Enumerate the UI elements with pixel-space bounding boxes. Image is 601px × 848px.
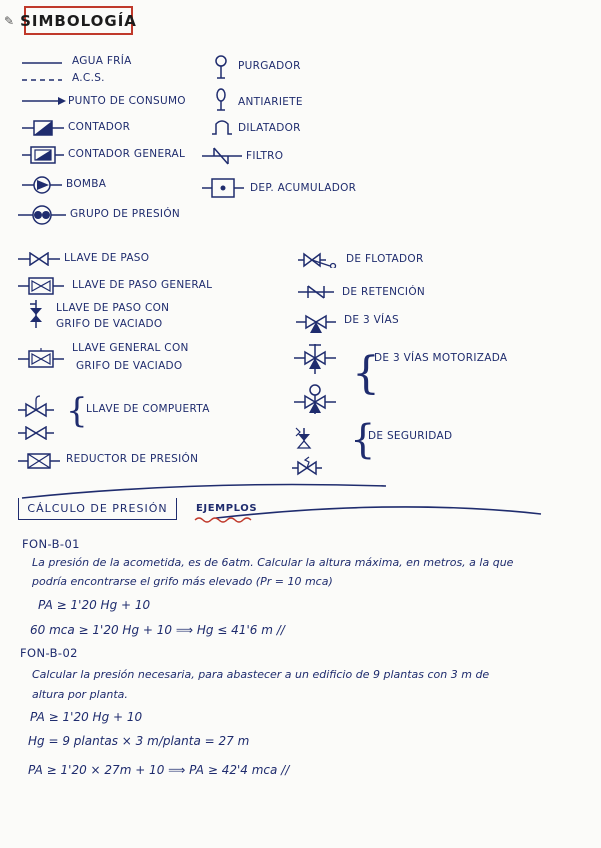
legend-label: LLAVE DE PASO [64,252,150,264]
pressure-group-icon [16,205,68,225]
accumulator-tank-icon [200,177,246,199]
legend-label: LLAVE DE PASO GENERAL [72,279,213,291]
brace: { [66,391,88,431]
legend-label: CONTADOR [68,121,131,133]
sluice-valve-alt-icon [16,426,56,440]
brace: { [350,417,376,463]
legend-label: DE 3 VÍAS [344,314,399,326]
legend-label: DILATADOR [238,122,301,134]
brace: { [352,348,380,399]
equation: PA ≥ 1'20 × 27m + 10 ⟹ PA ≥ 42'4 mca // [28,763,290,777]
legend-label: CONTADOR GENERAL [68,148,186,160]
purger-icon [214,54,228,80]
motorized-three-way-valve-icon [292,342,338,376]
sluice-valve-icon [16,394,56,418]
example-text: altura por planta. [32,688,128,701]
example-text: podría encontrarse el grifo más elevado (Pr = 10 mca) [32,575,333,588]
water-hammer-arrester-icon [214,88,228,112]
safety-valve-alt-icon [290,456,324,476]
pressure-reducer-icon [16,452,62,470]
pump-icon [20,176,64,194]
equation: Hg = 9 plantas × 3 m/planta = 27 m [28,734,250,748]
gate-valve-icon [16,252,62,266]
section-title: CÁLCULO DE PRESIÓN [18,498,177,520]
general-drain-valve-icon [16,348,66,370]
legend-label: DE 3 VÍAS MOTORIZADA [374,352,508,364]
example-text: Calcular la presión necesaria, para abastecer a un edificio de 9 plantas con 3 m de [32,668,490,681]
equation: 60 mca ≥ 1'20 Hg + 10 ⟹ Hg ≤ 41'6 m // [30,623,285,637]
drain-valve-icon [28,300,44,330]
legend-label-line1: LLAVE DE PASO CON [56,302,170,314]
legend-label-line2: GRIFO DE VACIADO [56,318,163,330]
three-way-valve-icon [294,312,338,334]
general-gate-valve-icon [16,276,66,296]
example-code: FON-B-01 [22,537,80,551]
examples-underline [194,516,256,524]
legend-label: BOMBA [66,178,107,190]
dashed-line-icon [20,77,64,83]
legend-label: DEP. ACUMULADOR [250,182,357,194]
arrow-line-icon [20,96,66,106]
legend-label: REDUCTOR DE PRESIÓN [66,453,199,465]
solid-line-icon [20,60,64,66]
example-code: FON-B-02 [20,646,78,660]
examples-label: EJEMPLOS [196,503,258,514]
legend-label: ANTIARIETE [238,96,303,108]
example-text: La presión de la acometida, es de 6atm. Calcular la altura máxima, en metros, a la que [32,556,514,569]
legend-label-line2: GRIFO DE VACIADO [76,360,183,372]
legend-label: GRUPO DE PRESIÓN [70,208,181,220]
pencil-mark-icon: ✎ [4,14,15,28]
legend-label: FILTRO [246,150,284,162]
meter-icon [20,120,66,136]
equation: PA ≥ 1'20 Hg + 10 [38,598,151,612]
equation: PA ≥ 1'20 Hg + 10 [30,710,143,724]
expansion-joint-icon [210,120,234,136]
filter-icon [200,146,244,166]
check-valve-icon [296,285,336,299]
page-title: SIMBOLOGÍA [24,6,133,35]
legend-label: AGUA FRÍA [72,55,132,67]
legend-label: LLAVE DE COMPUERTA [86,403,210,415]
motorized-three-way-valve-alt-icon [292,384,338,416]
legend-label: DE SEGURIDAD [368,430,453,442]
legend-label-line1: LLAVE GENERAL CON [72,342,189,354]
legend-label: PURGADOR [238,60,301,72]
legend-label: DE FLOTADOR [346,253,424,265]
legend-label: DE RETENCIÓN [342,286,426,298]
float-valve-icon [296,252,340,268]
safety-valve-icon [290,424,320,450]
general-meter-icon [20,146,66,164]
legend-label: PUNTO DE CONSUMO [68,95,186,107]
legend-label: A.C.S. [72,72,105,84]
